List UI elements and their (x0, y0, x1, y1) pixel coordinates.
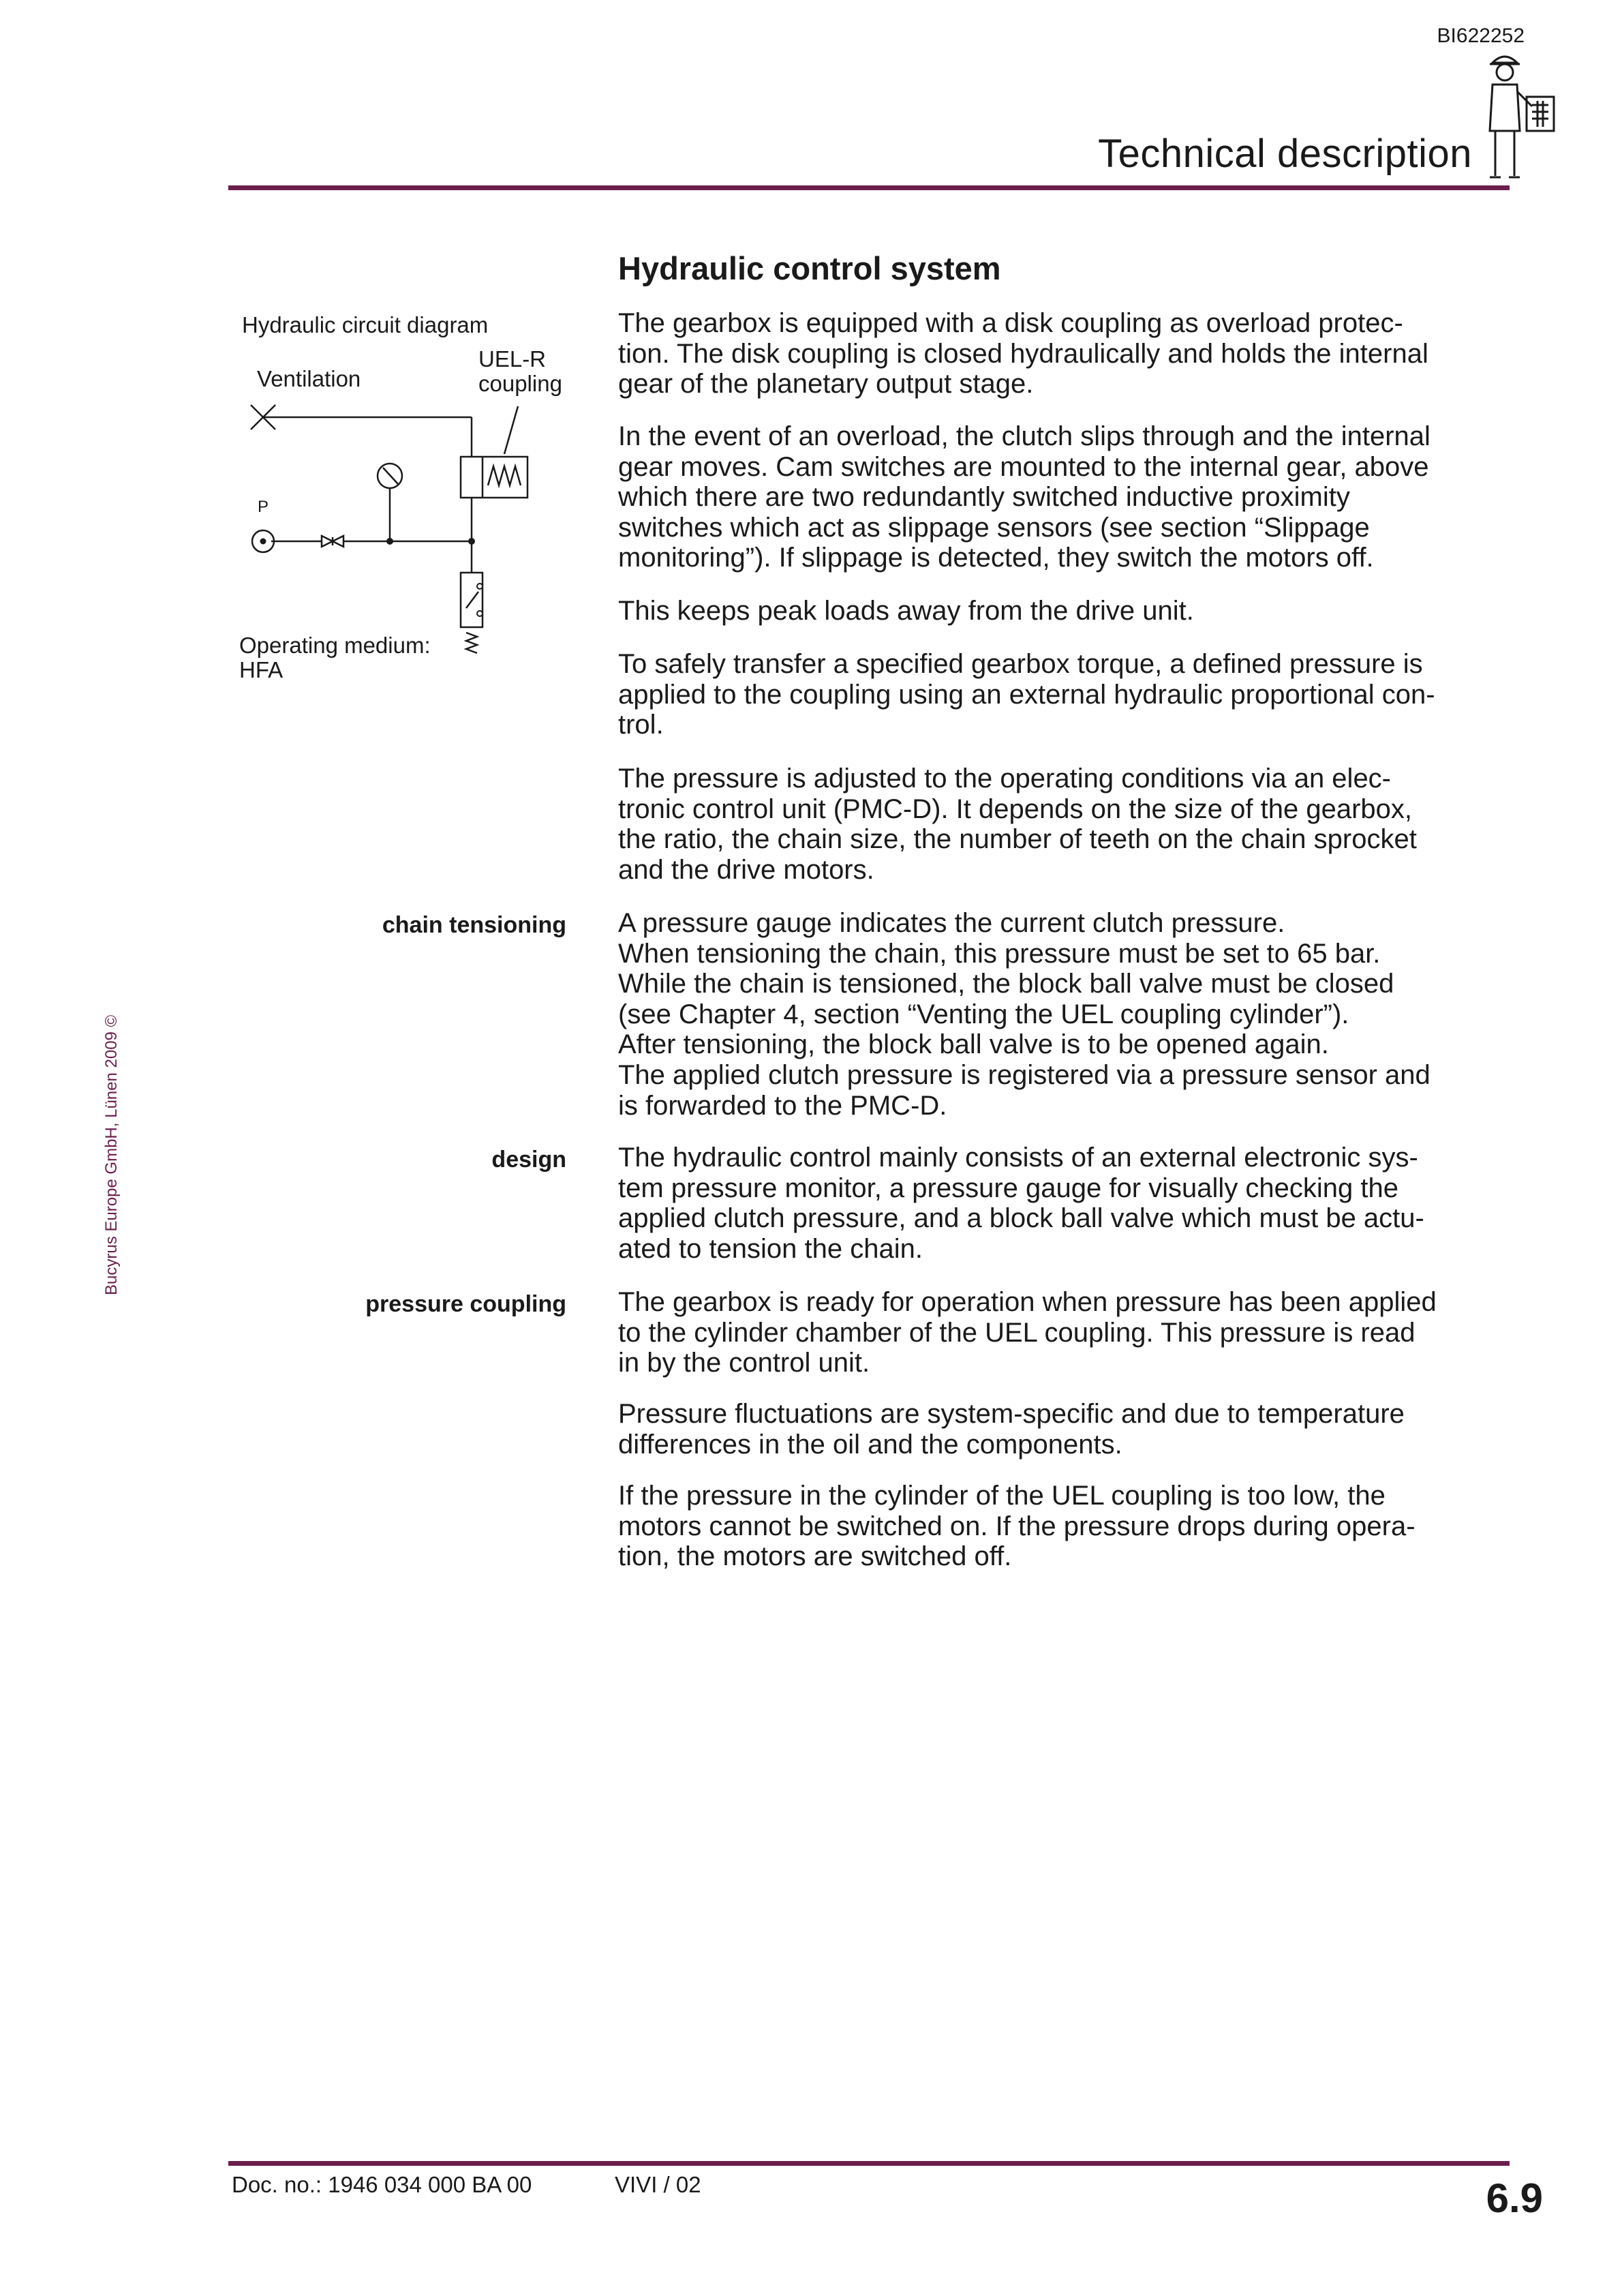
paragraph-chain-tensioning: A pressure gauge indicates the current clutch pressure. When tensioning the chain, this pressure must be set to 65 bar. While the chain is tensioned, the block ball valve must be closed (see Chapter 4, section “Venting the UEL coupling cylinder”). After tensioning, the block ball valve is to be opened again. The applied clutch pressure is registered via a pressure sensor and is forwarded to the PMC-D. (618, 908, 1430, 1121)
side-label-design: design (491, 1147, 566, 1173)
paragraph-design: The hydraulic control mainly consists of an external electronic sys- tem pressure monitor, a pressure gauge for visually checking the applied clutch pressure, and a block ball valve which must be actu- ated to tension the chain. (618, 1143, 1424, 1264)
section-title: Hydraulic control system (618, 250, 1001, 286)
footer-doc-number: Doc. no.: 1946 034 000 BA 00 (232, 2172, 532, 2197)
header-rule (228, 185, 1510, 190)
diagram-label-coupling-line2: coupling (478, 371, 562, 396)
technician-icon (1478, 49, 1559, 183)
side-label-chain-tensioning: chain tensioning (382, 912, 566, 938)
copyright-notice: Bucyrus Europe GmbH, Lünen 2009 © (102, 1014, 121, 1295)
paragraph-pressure-adjustment: The pressure is adjusted to the operating conditions via an elec- tronic control unit (PMC-D). It depends on the size of the gearbox, the ratio, the chain size, the number of teeth on the chain sprocket and the drive motors. (618, 764, 1417, 885)
coupling-spring (488, 466, 521, 485)
diagram-label-ventilation: Ventilation (257, 366, 361, 391)
footer-revision: VIVI / 02 (615, 2172, 701, 2197)
page-number: 6.9 (1486, 2175, 1543, 2221)
diagram-label-p: P (258, 498, 269, 516)
diagram-caption: Hydraulic circuit diagram (242, 312, 489, 337)
paragraph-peak-loads: This keeps peak loads away from the drive unit. (618, 596, 1194, 626)
diagram-label-coupling-line1: UEL-R (478, 346, 547, 372)
diagram-label-medium-line2: HFA (239, 657, 284, 682)
hydraulic-circuit-diagram (232, 382, 545, 668)
switch-spring (466, 633, 477, 653)
paragraph-pressure-fluctuations: Pressure fluctuations are system-specific and due to temperature differences in the oil and the components. (618, 1399, 1405, 1460)
paragraph-low-pressure: If the pressure in the cylinder of the UEL coupling is too low, the motors cannot be switched on. If the pressure drops during opera- tion, the motors are switched off. (618, 1481, 1416, 1572)
paragraph-torque-transfer: To safely transfer a specified gearbox torque, a defined pressure is applied to the coupling using an external hydraulic proportional con- trol. (618, 649, 1435, 740)
diagram-label-medium-line1: Operating medium: (239, 633, 431, 658)
paragraph-pressure-coupling: The gearbox is ready for operation when pressure has been applied to the cylinder chamber of the UEL coupling. This pressure is read in by the control unit. (618, 1287, 1437, 1378)
paragraph-overload-event: In the event of an overload, the clutch slips through and the internal gear moves. Cam switches are mounted to the internal gear, above which there are two redundantly switched inductive proximity switches which act as slippage sensors (see section “Slippage monitoring”). If slippage is detected, they switch the motors off. (618, 421, 1430, 573)
side-label-pressure-coupling: pressure coupling (365, 1291, 566, 1317)
paragraph-overload-protection: The gearbox is equipped with a disk coupling as overload protec- tion. The disk coupling is closed hydraulically and holds the internal gear of the planetary output stage. (618, 308, 1428, 399)
document-id: BI622252 (1437, 25, 1525, 47)
page-header-title: Technical description (1098, 132, 1472, 176)
footer-rule (228, 2161, 1510, 2166)
